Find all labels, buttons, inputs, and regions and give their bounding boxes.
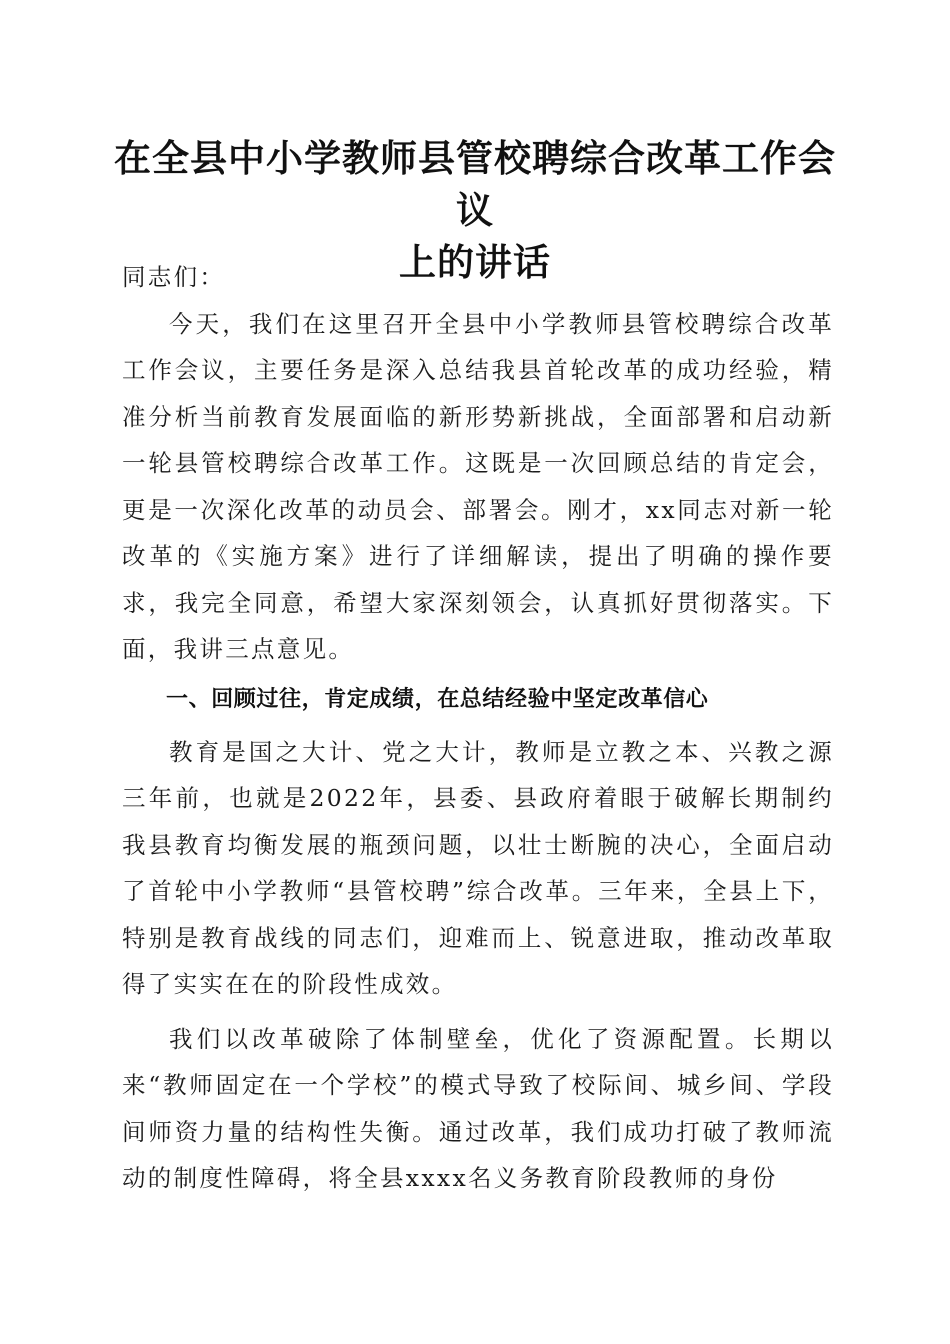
paragraph-section-1-b: 我们以改革破除了体制壁垒，优化了资源配置。长期以来“教师固定在一个学校”的模式导致了校际间、城乡间、学段间师资力量的结构性失衡。通过改革，我们成功打破了教师流动的制度性障碍，将全县xxxx名义务教育阶段教师的身份 (122, 1024, 834, 1192)
paragraph-section-1-a: 教育是国之大计、党之大计，教师是立教之本、兴教之源三年前，也就是2022年，县委、县政府着眼于破解长期制约我县教育均衡发展的瓶颈问题，以壮士断腕的决心，全面启动了首轮中小学教师“县管校聘”综合改革。三年来，全县上下，特别是教育战线的同志们，迎难而上、锐意进取，推动改革取得了实实在在的阶段性成效。 (122, 737, 834, 998)
section-heading-1: 一、回顾过往，肯定成绩，在总结经验中坚定改革信心 (166, 686, 709, 712)
title-line-1: 在全县中小学教师县管校聘综合改革工作会议 (114, 136, 836, 232)
salutation: 同志们： (122, 263, 226, 291)
paragraph-intro: 今天，我们在这里召开全县中小学教师县管校聘综合改革工作会议，主要任务是深入总结我县首轮改革的成功经验，精准分析当前教育发展面临的新形势新挑战，全面部署和启动新一轮县管校聘综合改革工作。这既是一次回顾总结的肯定会，更是一次深化改革的动员会、部署会。刚才，xx同志对新一轮改革的《实施方案》进行了详细解读，提出了明确的操作要求，我完全同意，希望大家深刻领会，认真抓好贯彻落实。下面，我讲三点意见。 (122, 309, 834, 663)
document-body (122, 254, 834, 1202)
title-line-2: 上的讲话 (399, 240, 551, 284)
